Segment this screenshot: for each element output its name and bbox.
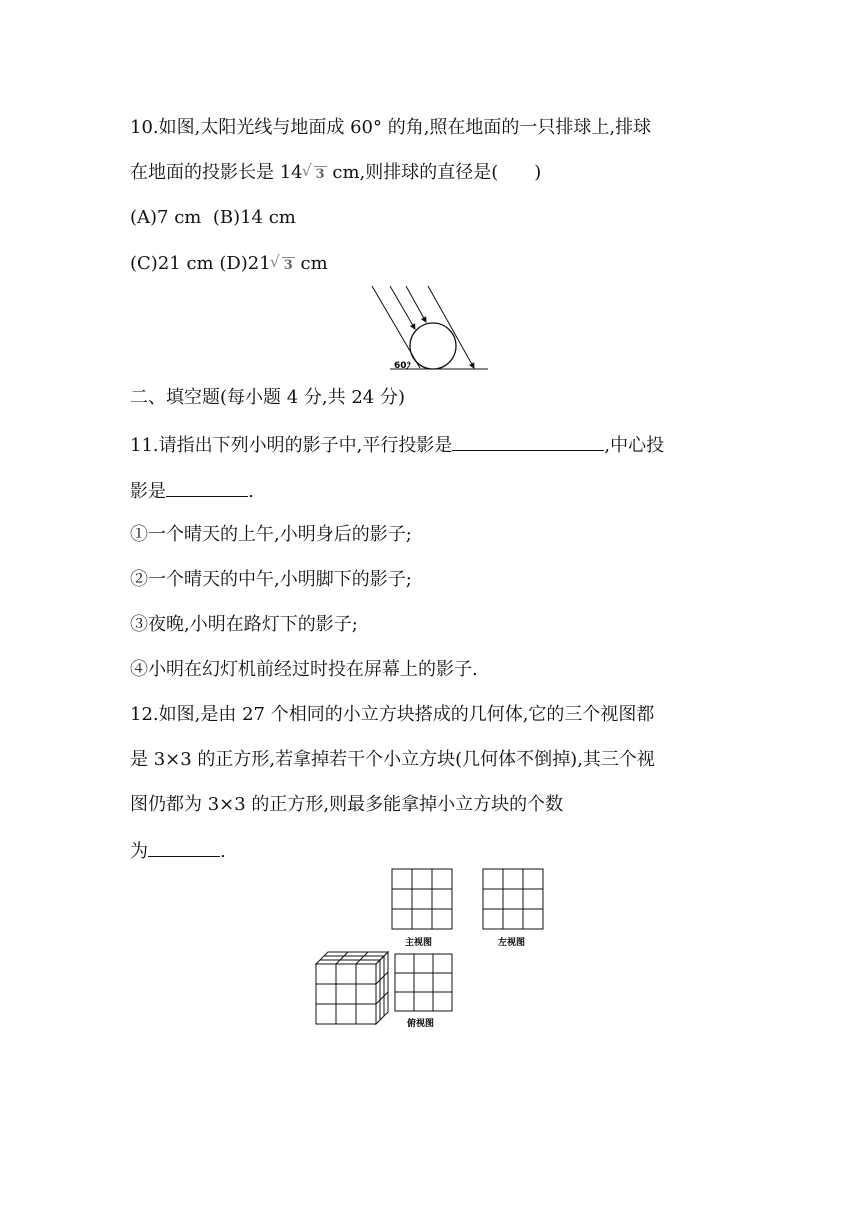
q12-line4-pre: 为 xyxy=(130,841,148,862)
sqrt-icon xyxy=(304,161,327,187)
q10-line2 xyxy=(130,161,541,187)
q11-line2-pre: 影是 xyxy=(130,481,166,502)
volleyball-circle xyxy=(410,323,456,369)
cube-views-figure xyxy=(310,866,550,1034)
q10-line2-radicand: 3 xyxy=(315,167,325,182)
q10-option-c: (C)21 cm xyxy=(130,253,214,274)
q12-line4-post: . xyxy=(220,841,226,862)
q10-line1: 10.如图,太阳光线与地面成 60° 的角,照在地面的一只排球上,排球 xyxy=(130,117,652,138)
q10-line2-post: cm,则排球的直径是( ) xyxy=(326,162,542,183)
q11-line1-post: ,中心投 xyxy=(604,435,665,456)
q11-line2 xyxy=(130,478,254,504)
answer-blank-max-cubes[interactable] xyxy=(148,838,220,857)
q10-options-ab xyxy=(130,206,296,230)
q12-line1: 12.如图,是由 27 个相同的小立方块搭成的几何体,它的三个视图都 xyxy=(130,704,655,725)
angle-label: 60° xyxy=(394,361,412,371)
q10-options-cd xyxy=(130,252,328,278)
q10-option-b: (B)14 cm xyxy=(212,207,296,228)
answer-blank-central[interactable] xyxy=(166,478,248,497)
cube-3d xyxy=(316,952,388,1024)
section2-title: 二、填空题(每小题 4 分,共 24 分) xyxy=(130,387,406,408)
q10-option-d-radicand: 3 xyxy=(283,258,293,273)
q10-line2-pre: 在地面的投影长是 14 xyxy=(130,162,303,183)
front-view-grid xyxy=(392,869,452,929)
q10-option-d-post: cm xyxy=(294,253,328,274)
q12-line4 xyxy=(130,838,226,864)
q11-line1 xyxy=(130,432,664,458)
answer-blank-parallel[interactable] xyxy=(452,432,604,451)
q12-line2: 是 3×3 的正方形,若拿掉若干个小立方块(几何体不倒掉),其三个视 xyxy=(130,749,655,770)
front-view-label: 主视图 xyxy=(405,938,433,948)
q10-option-d xyxy=(219,253,327,274)
top-view-label: 俯视图 xyxy=(407,1019,435,1029)
left-view-grid xyxy=(483,869,543,929)
q11-line2-post: . xyxy=(248,481,254,502)
q11-item-3: ③夜晚,小明在路灯下的影子; xyxy=(130,614,358,635)
q11-line1-pre: 11.请指出下列小明的影子中,平行投影是 xyxy=(130,435,453,456)
q12-line3: 图仍都为 3×3 的正方形,则最多能拿掉小立方块的个数 xyxy=(130,794,564,815)
sun-ray-3 xyxy=(406,286,426,322)
top-view-grid xyxy=(395,954,452,1011)
q11-item-1: ①一个晴天的上午,小明身后的影子; xyxy=(130,524,412,545)
left-view-label: 左视图 xyxy=(498,938,526,948)
q11-item-2: ②一个晴天的中午,小明脚下的影子; xyxy=(130,569,412,590)
q10-option-d-pre: (D)21 xyxy=(219,253,271,274)
q11-item-4: ④小明在幻灯机前经过时投在屏幕上的影子. xyxy=(130,659,478,680)
sun-ray-4 xyxy=(428,286,474,368)
sun-ray-ball-figure xyxy=(360,282,500,374)
sqrt-icon xyxy=(272,252,295,278)
q10-option-a: (A)7 cm xyxy=(130,207,202,228)
